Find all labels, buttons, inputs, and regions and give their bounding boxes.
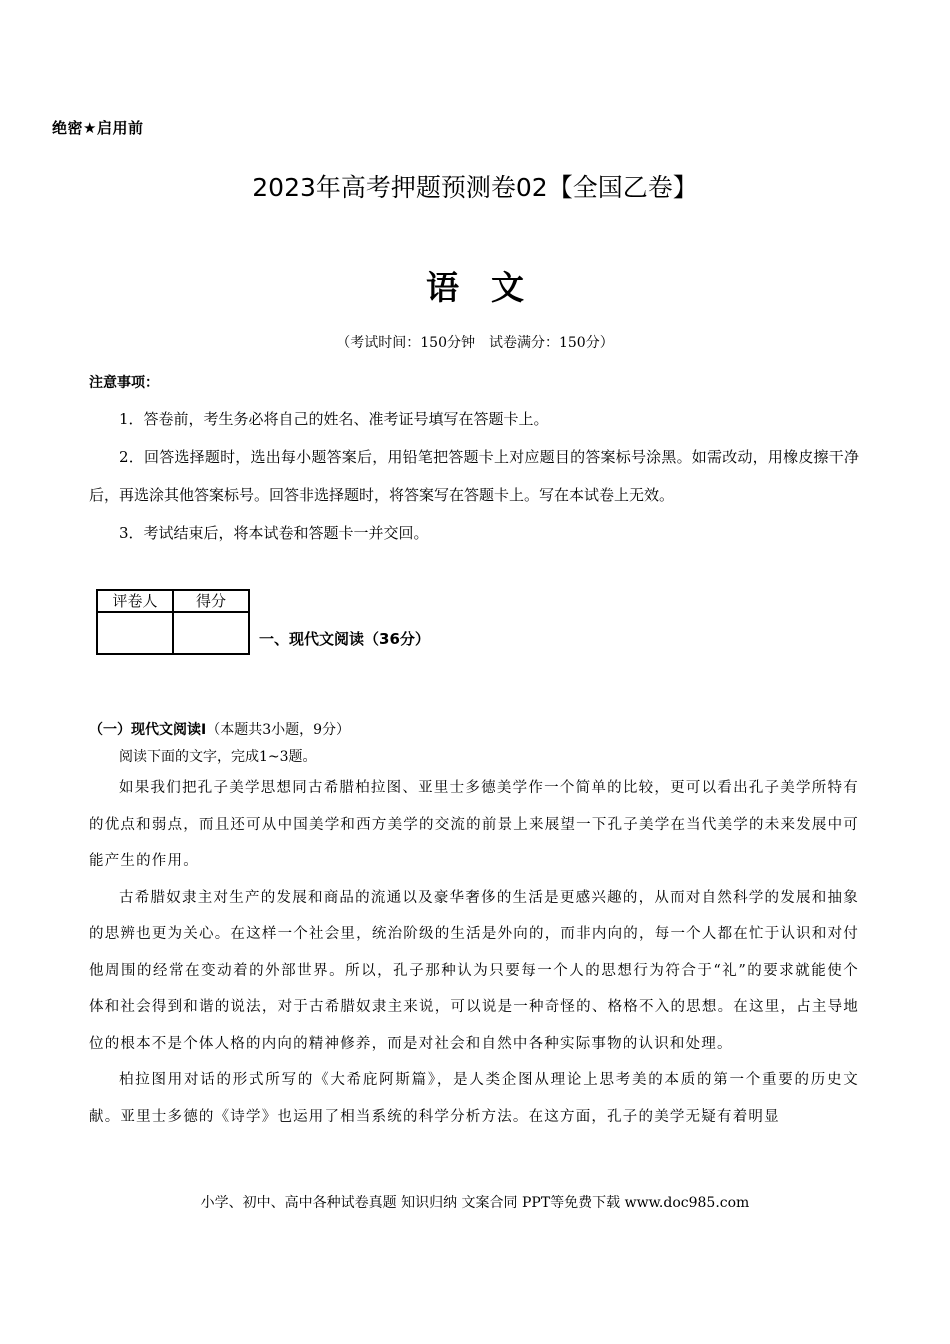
sub-section-title-rest: （本题共3小题，9分） [206, 722, 351, 738]
notice-list [89, 400, 859, 552]
score-table [96, 589, 250, 655]
notice-title: 注意事项： [89, 375, 159, 391]
subject-title: 语文 [426, 268, 556, 307]
notice-item: 1．答卷前，考生务必将自己的姓名、准考证号填写在答题卡上。 [119, 410, 549, 428]
exam-info: （考试时间：150分钟 试卷满分：150分） [336, 335, 614, 351]
sub-section-title-bold: （一）现代文阅读Ⅰ [89, 722, 207, 738]
notice-item: 3．考试结束后，将本试卷和答题卡一并交回。 [119, 524, 429, 542]
passage-paragraph: 柏拉图用对话的形式所写的《大希庇阿斯篇》，是人类企图从理论上思考美的本质的第一个重要的历史文献。亚里士多德的《诗学》也运用了相当系统的科学分析方法。在这方面，孔子的美学无疑有着明显 [89, 1072, 859, 1125]
secret-label: 绝密★启用前 [52, 119, 144, 137]
score-header: 得分 [173, 590, 249, 612]
exam-title: 2023年高考押题预测卷02【全国乙卷】 [252, 173, 698, 202]
footer-text: 小学、初中、高中各种试卷真题 知识归纳 文案合同 PPT等免费下载 www.doc985.com [200, 1195, 750, 1211]
grader-cell [97, 612, 173, 654]
sub-section-title [89, 719, 350, 739]
score-cell [173, 612, 249, 654]
section-title: 一、现代文阅读（36分） [259, 630, 430, 648]
notice-item: 2．回答选择题时，选出每小题答案后，用铅笔把答题卡上对应题目的答案标号涂黑。如需改动，用橡皮擦干净后，再选涂其他答案标号。回答非选择题时，将答案写在答题卡上。写在本试卷上无效。 [89, 448, 859, 504]
reading-passage [89, 770, 859, 1135]
grader-header: 评卷人 [97, 590, 173, 612]
passage-paragraph: 古希腊奴隶主对生产的发展和商品的流通以及豪华奢侈的生活是更感兴趣的，从而对自然科学的发展和抽象的思辨也更为关心。在这样一个社会里，统治阶级的生活是外向的，而非内向的，每一个人都在忙于认识和对付他周围的经常在变动着的外部世界。所以，孔子那种认为只要每一个人的思想行为符合于“礼”的要求就能使个体和社会得到和谐的说法，对于古希腊奴隶主来说，可以说是一种奇怪的、格格不入的思想。在这里，占主导地位的根本不是个体人格的内向的精神修养，而是对社会和自然中各种实际事物的认识和处理。 [89, 889, 859, 1052]
reading-instruction: 阅读下面的文字，完成1~3题。 [119, 749, 317, 765]
passage-paragraph: 如果我们把孔子美学思想同古希腊柏拉图、亚里士多德美学作一个简单的比较，更可以看出孔子美学所特有的优点和弱点，而且还可从中国美学和西方美学的交流的前景上来展望一下孔子美学在当代美学的未来发展中可能产生的作用。 [89, 780, 859, 869]
